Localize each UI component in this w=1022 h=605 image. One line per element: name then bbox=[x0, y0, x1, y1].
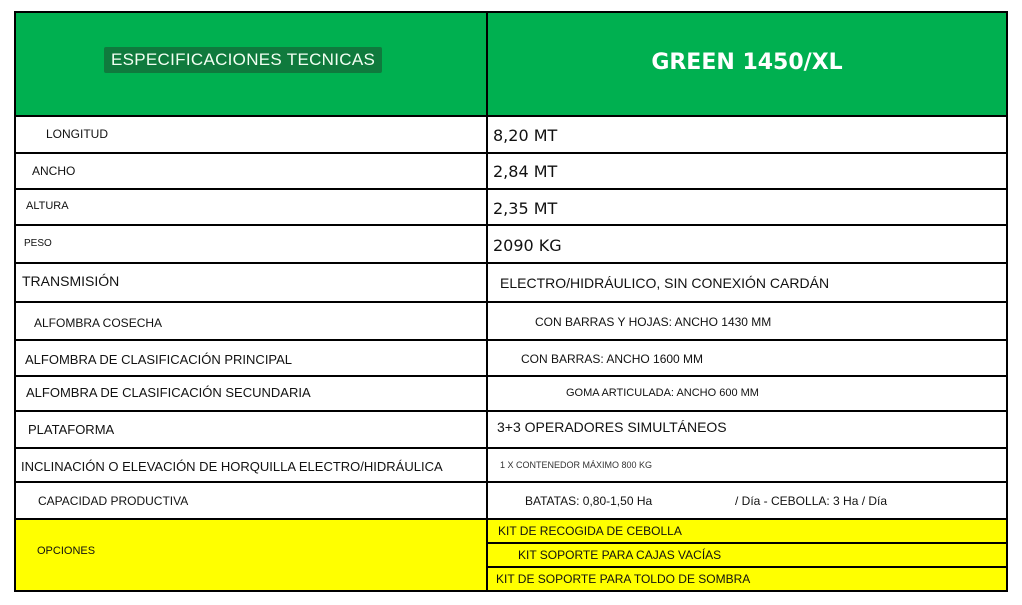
spec-label: CAPACIDAD PRODUCTIVA bbox=[38, 494, 189, 508]
spec-label: INCLINACIÓN O ELEVACIÓN DE HORQUILLA ELECTRO/HIDRÁULICA bbox=[21, 459, 443, 474]
spec-row-altura bbox=[16, 190, 1006, 226]
spec-row-ancho bbox=[16, 154, 1006, 190]
spec-row-clasificacion-principal bbox=[16, 341, 1006, 377]
spec-row-alfombra-cosecha bbox=[16, 303, 1006, 341]
spec-value-continued: / Día - CEBOLLA: 3 Ha / Día bbox=[735, 494, 888, 508]
spec-row-inclinacion bbox=[16, 449, 1006, 483]
spec-label: ALFOMBRA COSECHA bbox=[34, 316, 163, 330]
options-row bbox=[16, 520, 1006, 590]
option-item: KIT SOPORTE PARA CAJAS VACÍAS bbox=[488, 544, 1006, 568]
option-item: KIT DE RECOGIDA DE CEBOLLA bbox=[488, 520, 1006, 544]
spec-value: 2,84 MT bbox=[493, 162, 558, 181]
table-title: ESPECIFICACIONES TECNICAS bbox=[104, 47, 382, 73]
header-right-cell bbox=[488, 13, 1006, 115]
spec-label: ALFOMBRA DE CLASIFICACIÓN SECUNDARIA bbox=[26, 385, 311, 400]
spec-row-plataforma bbox=[16, 412, 1006, 449]
header-row bbox=[16, 13, 1006, 117]
spec-row-transmision bbox=[16, 264, 1006, 303]
spec-value: CON BARRAS: ANCHO 1600 MM bbox=[521, 352, 704, 366]
spec-label: PLATAFORMA bbox=[28, 422, 115, 437]
spec-label: TRANSMISIÓN bbox=[22, 273, 120, 289]
spec-row-peso bbox=[16, 226, 1006, 264]
spec-value: 3+3 OPERADORES SIMULTÁNEOS bbox=[497, 419, 727, 435]
header-left-cell bbox=[16, 13, 488, 115]
spec-table bbox=[14, 11, 1008, 592]
spec-row-longitud bbox=[16, 117, 1006, 154]
spec-label: ALFOMBRA DE CLASIFICACIÓN PRINCIPAL bbox=[25, 352, 293, 367]
spec-label: ANCHO bbox=[32, 164, 76, 178]
spec-value: 8,20 MT bbox=[493, 126, 558, 145]
option-item: KIT DE SOPORTE PARA TOLDO DE SOMBRA bbox=[496, 572, 751, 586]
options-label: OPCIONES bbox=[37, 545, 96, 557]
spec-label: ALTURA bbox=[26, 200, 69, 212]
spec-value: CON BARRAS Y HOJAS: ANCHO 1430 MM bbox=[535, 315, 772, 329]
spec-value: GOMA ARTICULADA: ANCHO 600 MM bbox=[566, 387, 759, 399]
spec-label: LONGITUD bbox=[46, 127, 109, 141]
model-name: GREEN 1450/XL bbox=[651, 50, 843, 75]
spec-row-clasificacion-secundaria bbox=[16, 377, 1006, 412]
spec-value: BATATAS: 0,80-1,50 Ha bbox=[525, 494, 653, 508]
spec-value: ELECTRO/HIDRÁULICO, SIN CONEXIÓN CARDÁN bbox=[500, 275, 830, 291]
spec-value: 2090 KG bbox=[493, 236, 562, 255]
options-list bbox=[488, 520, 1006, 590]
spec-value: 1 X CONTENEDOR MÁXIMO 800 KG bbox=[500, 460, 653, 470]
spec-value: 2,35 MT bbox=[493, 199, 558, 218]
spec-label: PESO bbox=[24, 238, 52, 249]
spec-row-capacidad bbox=[16, 483, 1006, 520]
